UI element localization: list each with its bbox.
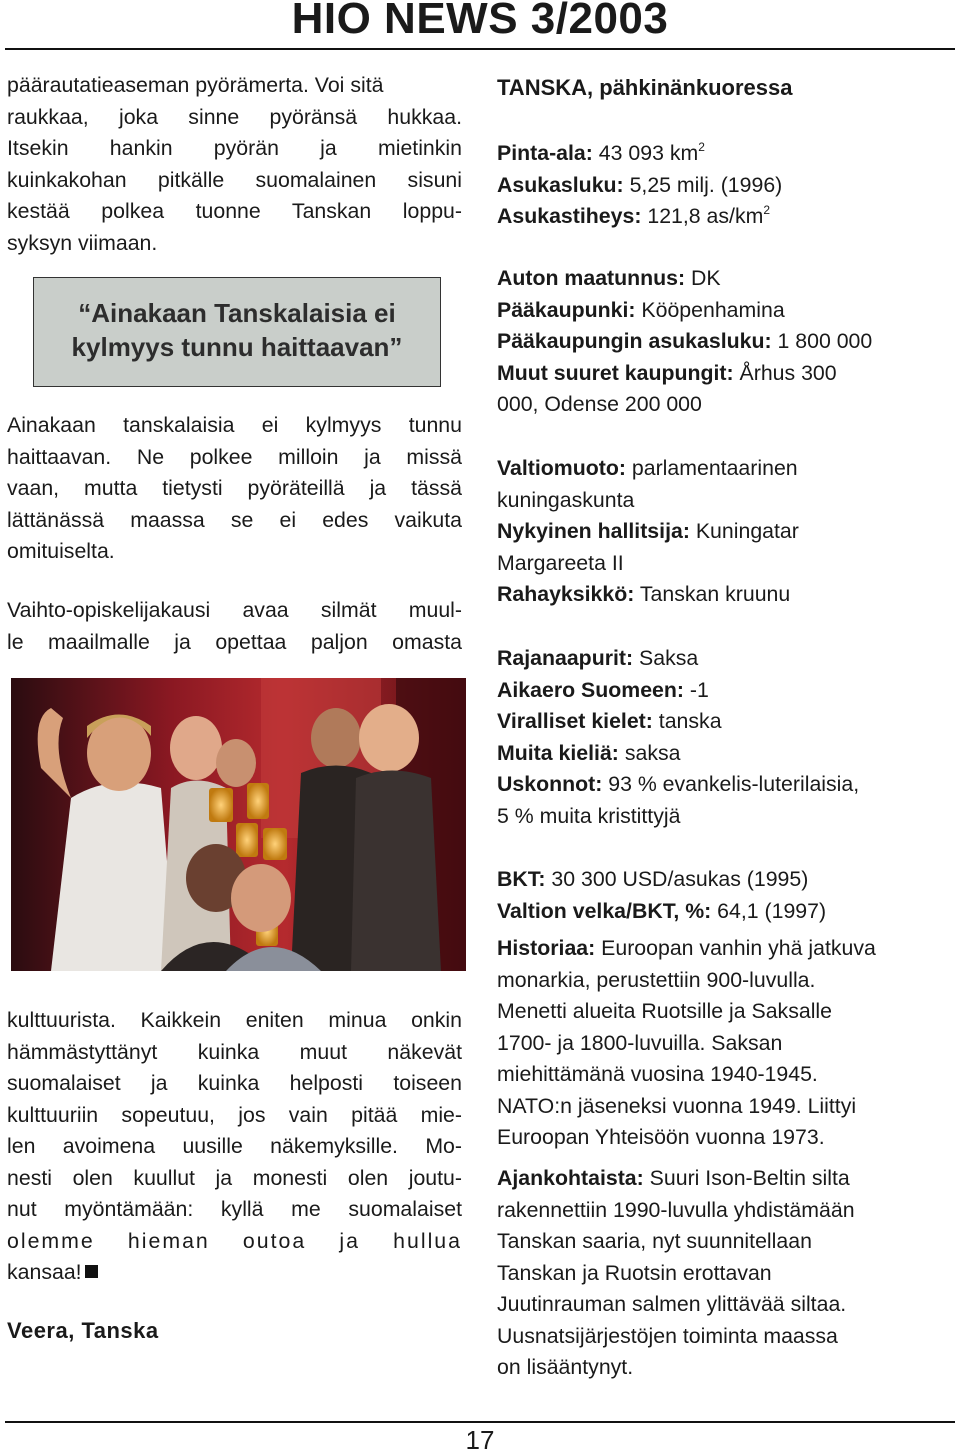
factbox [497,72,957,104]
article-byline: Veera, Tanska [7,1318,159,1343]
factbox-economy [497,864,957,927]
end-square-icon [85,1265,98,1278]
fact-car-code: Auton maatunnus: DK [497,266,721,290]
fact-currency: Rahayksikkö: Tanskan kruunu [497,582,791,606]
fact-density: Asukastiheys: 121,8 $as/km^2$ [497,203,771,228]
fact-neighbors: Rajanaapurit: Saksa [497,646,699,670]
group-photo [11,678,466,971]
fact-timezone: Aikaero Suomeen: -1 [497,677,709,702]
fact-ruler: Nykyinen hallitsija: Kuningatar [497,519,799,543]
page-number: 17 [465,1425,495,1455]
factbox-places: Auton maatunnus: DK Pääkaupunki: Kööpenhamina Pääkaupungin asukasluku: 1 800 000 Muut suuret kaupungit: Århus 300 000, Odense 200 000 [497,263,957,421]
footer-rule [5,1421,955,1423]
fact-population: Asukasluku: 5,25 milj. (1996) [497,172,783,197]
article-paragraph-4: kulttuurista. Kaikkein eniten minua onkin hämmästyttänyt kuinka muut näkevät suomalaiset ja kuinka helposti toiseen kulttuuriin sopeutuu, jos vain pitää mie- len avoimena uusille näkemyksille. Mo- nesti olen kuullut ja monesti olen joutu- nut myöntämään: kyllä me suomalaiset olemme hieman outoa ja hullua kansaa! [7,1008,462,1284]
fact-debt: Valtion velka/BKT, %: 64,1 (1997) [497,898,827,923]
factbox-title: TANSKA, pähkinänkuoressa [497,75,793,100]
factbox-government: Valtiomuoto: parlamentaarinen kuningaskunta Nykyinen hallitsija: Kuningatar Margareeta II Rahayksikkö: Tanskan kruunu [497,453,957,611]
article-paragraph-1: päärautatieaseman pyörämerta. Voi sitä raukkaa, joka sinne pyöränsä hukkaa. Itsekin hankin pyörän ja mietinkin kuinkakohan pitkälle suomalainen sisuni kestää polkea tuonne Tanskan loppu- syksyn viimaan. [7,73,462,255]
factbox-history: Historiaa: Euroopan vanhin yhä jatkuva monarkia, perustettiin 900-luvulla. Menetti alueita Ruotsille ja Saksalle 1700- ja 1800-luvuilla. Saksan miehittämänä vuosina 1940-1945. NATO:n jäseneksi vuonna 1949. Liittyi Euroopan Yhteisöön vuonna 1973. [497,936,876,1149]
article-paragraph-2: Ainakaan tanskalaisia ei kylmyys tunnu haittaavan. Ne polkee milloin ja missä vaan, mutta tietysti pyöräteillä ja tässä lättänässä maassa se ei edes vaikuta omituiselta. [7,413,462,563]
fact-area: Pinta-ala: 43 093 $km^2$ [497,140,705,165]
pull-quote: “Ainakaan Tanskalaisia ei kylmyys tunnu haittaavan” [33,277,441,387]
header-rule [5,48,955,50]
fact-languages: Viralliset kielet: tanska [497,709,722,733]
photo-illustration [11,678,466,971]
factbox-current: Ajankohtaista: Suuri Ison-Beltin silta rakennettiin 1990-luvulla yhdistämään Tanskan saaria, nyt suunnitellaan Tanskan ja Ruotsin erottavan Juutinrauman salmen ylittävää siltaa. Uusnatsijärjestöjen toiminta maassa on lisääntynyt. [497,1166,855,1379]
fact-gdp: BKT: 30 300 USD/asukas (1995) [497,867,809,891]
fact-capital: Pääkaupunki: Kööpenhamina [497,297,785,322]
article-paragraph-3: Vaihto-opiskelijakausi avaa silmät muul- le maailmalle ja opettaa paljon omasta [7,598,462,654]
fact-government: Valtiomuoto: parlamentaarinen [497,456,798,480]
fact-other-languages: Muita kieliä: saksa [497,740,681,765]
fact-religion: Uskonnot: 93 % evankelis-luterilaisia, [497,772,860,796]
fact-capital-population: Pääkaupungin asukasluku: 1 800 000 [497,329,873,353]
factbox-basics [497,138,957,233]
factbox-culture: Rajanaapurit: Saksa Aikaero Suomeen: -1 Viralliset kielet: tanska Muita kieliä: saksa Uskonnot: 93 % evankelis-luterilaisia, 5 % muita kristittyjä [497,643,957,832]
fact-cities: Muut suuret kaupungit: Århus 300 [497,360,837,385]
page-header-title: HIO NEWS 3/2003 [291,0,669,43]
